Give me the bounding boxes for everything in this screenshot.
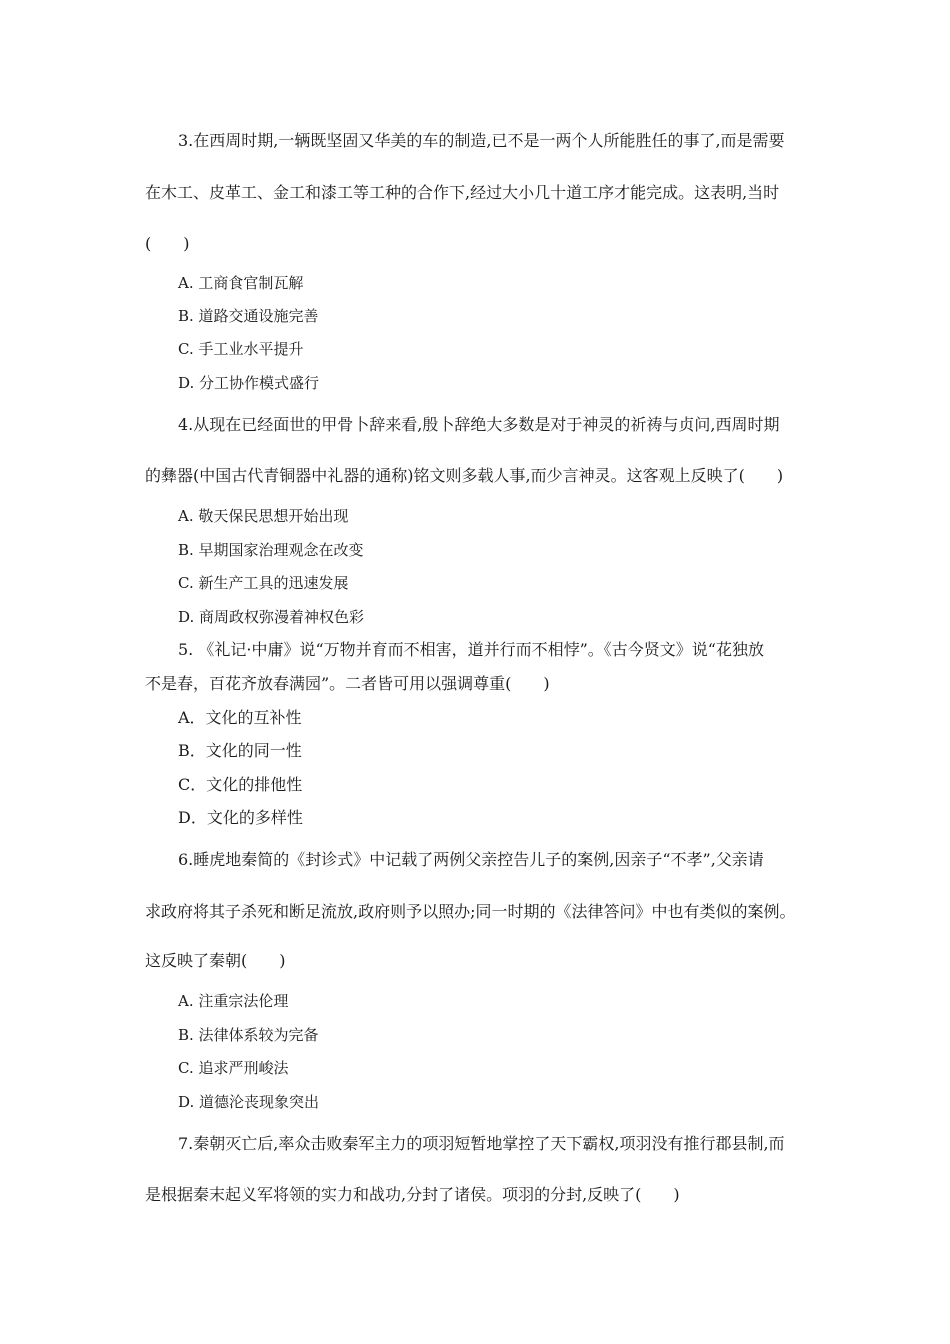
question-6-option-c: C. 追求严刑峻法 [178,1059,289,1077]
question-6-line-3: 这反映了秦朝( ) [145,951,286,970]
question-3-option-d: D. 分工协作模式盛行 [178,374,320,392]
question-4-option-c: C. 新生产工具的迅速发展 [178,574,349,592]
question-6-option-a: A. 注重宗法伦理 [178,992,289,1010]
question-3-option-b: B. 道路交通设施完善 [178,307,319,325]
question-3-line-2: 在木工、皮革工、金工和漆工等工种的合作下,经过大小几十道工序才能完成。这表明,当时 [145,183,780,202]
question-4-option-d: D. 商周政权弥漫着神权色彩 [178,608,365,626]
question-6-option-b: B. 法律体系较为完备 [178,1026,319,1044]
question-4-option-b: B. 早期国家治理观念在改变 [178,541,364,559]
question-5-line-2: 不是春，百花齐放春满园”。二者皆可用以强调尊重( ) [145,674,550,693]
question-3-option-c: C. 手工业水平提升 [178,340,304,358]
question-4-option-a: A. 敬天保民思想开始出现 [178,507,349,525]
question-5-option-c: C．文化的排他性 [178,775,303,794]
question-3-option-a: A. 工商食官制瓦解 [178,274,304,292]
question-3-line-1: 3.在西周时期,一辆既坚固又华美的车的制造,已不是一两个人所能胜任的事了,而是需要 [178,131,785,150]
question-3-line-3: ( ) [145,234,190,253]
question-5-option-b: B．文化的同一性 [178,741,302,760]
question-7-line-1: 7.秦朝灭亡后,率众击败秦军主力的项羽短暂地掌控了天下霸权,项羽没有推行郡县制,而 [178,1134,785,1153]
question-6-option-d: D. 道德沦丧现象突出 [178,1093,320,1111]
question-6-line-2: 求政府将其子杀死和断足流放,政府则予以照办;同一时期的《法律答问》中也有类似的案例。 [145,902,796,921]
question-5-line-1: 5. 《礼记·中庸》说“万物并育而不相害，道并行而不相悖”。《古今贤文》说“花独放 [178,640,764,659]
question-4-line-2: 的彝器(中国古代青铜器中礼器的通称)铭文则多载人事,而少言神灵。这客观上反映了( ) [145,466,784,485]
question-7-line-2: 是根据秦末起义军将领的实力和战功,分封了诸侯。项羽的分封,反映了( ) [145,1185,680,1204]
question-5-option-a: A．文化的互补性 [178,708,302,727]
question-4-line-1: 4.从现在已经面世的甲骨卜辞来看,殷卜辞绝大多数是对于神灵的祈祷与贞问,西周时期 [178,415,780,434]
question-6-line-1: 6.睡虎地秦简的《封诊式》中记载了两例父亲控告儿子的案例,因亲子“不孝”,父亲请 [178,850,764,869]
question-5-option-d: D．文化的多样性 [178,808,303,827]
